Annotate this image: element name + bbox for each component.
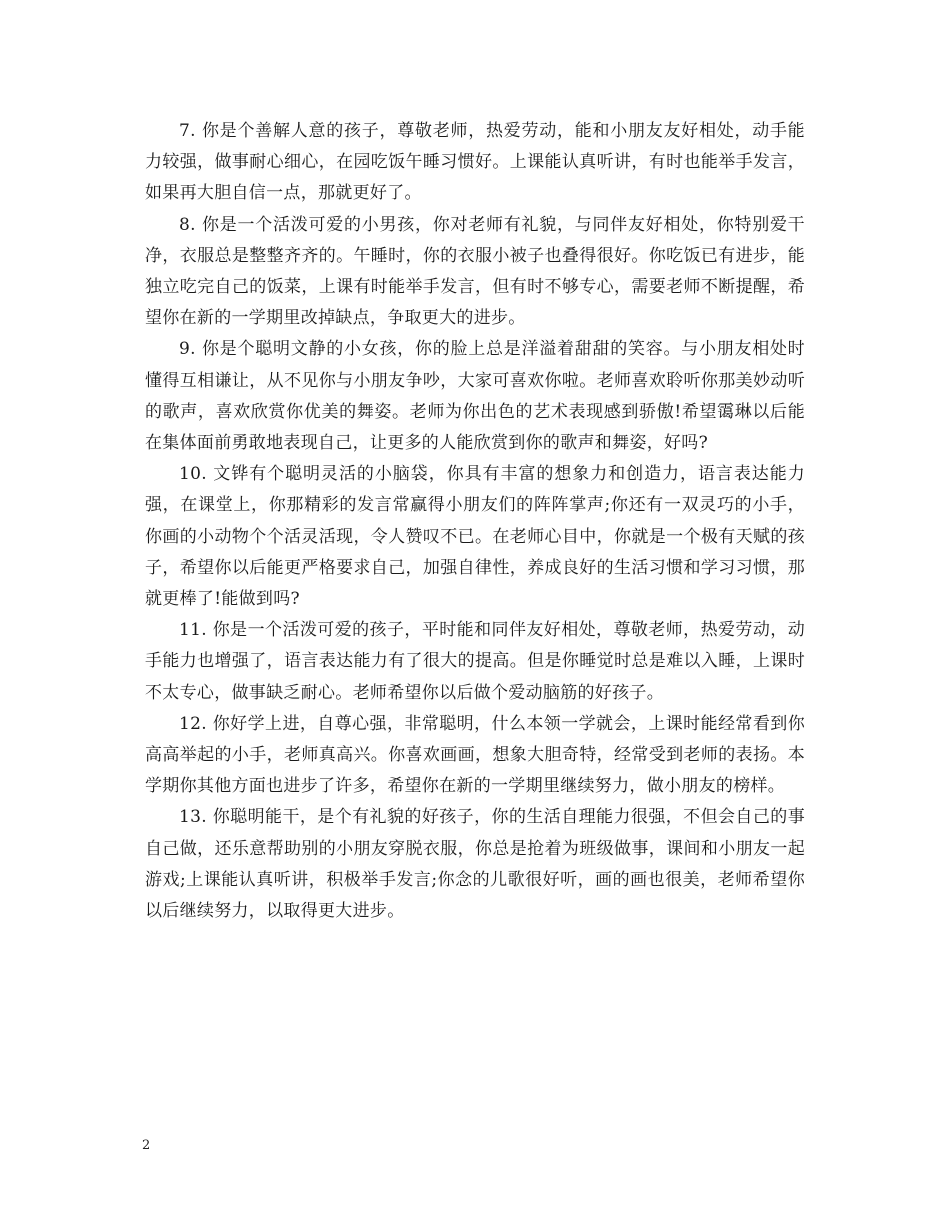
paragraph-11: 11. 你是一个活泼可爱的孩子，平时能和同伴友好相处，尊敬老师，热爱劳动，动手能力也增强了，语言表达能力有了很大的提高。但是你睡觉时总是难以入睡，上课时不太专心，做事缺乏耐心。老师希望你以后做个爱动脑筋的好孩子。: [145, 620, 805, 703]
paragraph-13: 13. 你聪明能干，是个有礼貌的好孩子，你的生活自理能力很强，不但会自己的事自己做，还乐意帮助别的小朋友穿脱衣服，你总是抢着为班级做事，课间和小朋友一起游戏;上课能认真听讲，积极举手发言;你念的儿歌很好听，画的画也很美，老师希望你以后继续努力，以取得更大进步。: [145, 807, 805, 922]
paragraph-12: 12. 你好学上进，自尊心强，非常聪明，什么本领一学就会，上课时能经常看到你高高举起的小手，老师真高兴。你喜欢画画，想象大胆奇特，经常受到老师的表扬。本学期你其他方面也进步了许多，希望你在新的一学期里继续努力，做小朋友的榜样。: [145, 713, 805, 797]
paragraph-7: 7. 你是个善解人意的孩子，尊敬老师，热爱劳动，能和小朋友友好相处，动手能力较强，做事耐心细心，在园吃饭午睡习惯好。上课能认真听讲，有时也能举手发言，如果再大胆自信一点，那就更好了。: [145, 121, 805, 204]
page-number: 2: [142, 1138, 151, 1153]
paragraph-10: 10. 文铧有个聪明灵活的小脑袋，你具有丰富的想象力和创造力，语言表达能力强，在课堂上，你那精彩的发言常赢得小朋友们的阵阵掌声;你还有一双灵巧的小手，你画的小动物个个活灵活现，令人赞叹不已。在老师心目中，你就是一个极有天赋的孩子，希望你以后能更严格要求自己，加强自律性，养成良好的生活习惯和学习习惯，那就更棒了!能做到吗?: [145, 464, 805, 610]
paragraph-9: 9. 你是个聪明文静的小女孩，你的脸上总是洋溢着甜甜的笑容。与小朋友相处时懂得互相谦让，从不见你与小朋友争吵，大家可喜欢你啦。老师喜欢聆听你那美妙动听的歌声，喜欢欣赏你优美的舞姿。老师为你出色的艺术表现感到骄傲!希望霭琳以后能在集体面前勇敢地表现自己，让更多的人能欣赏到你的歌声和舞姿，好吗?: [145, 339, 805, 454]
document-body: [145, 116, 805, 927]
paragraph-8: 8. 你是一个活泼可爱的小男孩，你对老师有礼貌，与同伴友好相处，你特别爱干净，衣服总是整整齐齐的。午睡时，你的衣服小被子也叠得很好。你吃饭已有进步，能独立吃完自己的饭菜，上课有时能举手发言，但有时不够专心，需要老师不断提醒，希望你在新的一学期里改掉缺点，争取更大的进步。: [145, 214, 805, 329]
